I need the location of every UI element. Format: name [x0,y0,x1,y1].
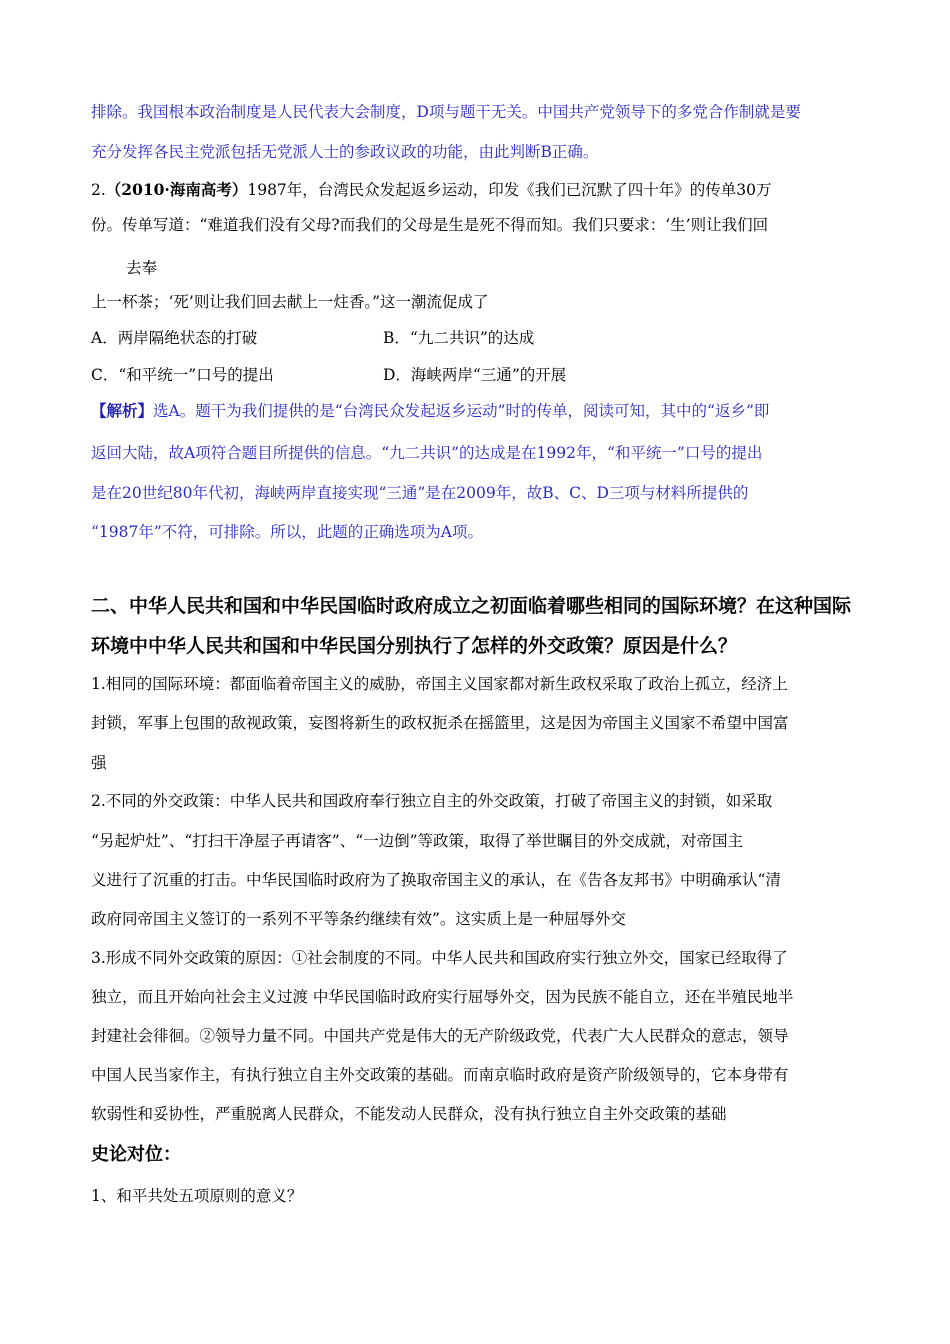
section2-p3-line4: 中国人民当家作主，有执行独立自主外交政策的基础。而南京临时政府是资产阶级领导的，它本身带有 [91,1066,789,1084]
section2-p2-line1: 2.不同的外交政策：中华人民共和国政府奉行独立自主的外交政策，打破了帝国主义的封锁，如采取 [91,792,773,810]
section2-p3-line2: 独立，而且开始向社会主义过渡 中华民国临时政府实行屈辱外交，因为民族不能自立，还在半殖民地半 [91,988,794,1006]
section2-p3-line3: 封建社会徘徊。②领导力量不同。中国共产党是伟大的无产阶级政党，代表广大人民群众的意志，领导 [91,1027,789,1045]
section2-p3-line1: 3.形成不同外交政策的原因：①社会制度的不同。中华人民共和国政府实行独立外交，国家已经取得了 [91,949,788,967]
analysis2-text-start: 选A。题干为我们提供的是“台湾民众发起返乡运动”时的传单，阅读可知，其中的“返乡”即 [153,402,770,420]
options-row-ab [91,328,860,348]
section2-p3-line5: 软弱性和妥协性，严重脱离人民群众，不能发动人民群众，没有执行独立自主外交政策的基础 [91,1105,727,1123]
question-number: 2. [91,181,106,199]
section2-p2-line4: 政府同帝国主义签订的一系列不平等条约继续有效”。这实质上是一种屈辱外交 [91,910,626,928]
section2-p1-line3: 强 [91,754,107,772]
analysis2-line1 [91,401,860,421]
question2-line2: 份。传单写道：“难道我们没有父母?而我们的父母是生是死不得而知。我们只要求：‘生’则让我们回 [91,216,769,234]
section2-title-line1: 二、中华人民共和国和中华民国临时政府成立之初面临着哪些相同的国际环境？在这种国际 [91,595,852,617]
question-source: （2010·海南高考） [105,180,248,199]
question2-line1 [91,180,860,200]
section2-p2-line3: 义进行了沉重的打击。中华民国临时政府为了换取帝国主义的承认，在《告各友邦书》中明确承认“清 [91,871,781,889]
analysis2-line4: “1987年”不符，可排除。所以，此题的正确选项为A项。 [91,523,483,541]
analysis2-line3: 是在20世纪80年代初，海峡两岸直接实现“三通”是在2009年，故B、C、D三项与材料所提供的 [91,484,749,502]
analysis-tag: 【解析】 [91,401,154,420]
option-b: B．“九二共识”的达成 [383,329,535,347]
section2-p2-line2: “另起炉灶”、“打扫干净屋子再请客”、“一边倒”等政策，取得了举世瞩目的外交成就，对帝国主 [91,832,744,850]
analysis1-line2: 充分发挥各民主党派包括无党派人士的参政议政的功能，由此判断B正确。 [91,143,599,161]
question-stem-start: 1987年，台湾民众发起返乡运动，印发《我们已沉默了四十年》的传单30万 [247,181,772,199]
shilun-heading: 史论对位： [91,1144,181,1165]
question2-line3: 去奉 [126,259,158,277]
option-c: C．“和平统一”口号的提出 [91,366,274,384]
analysis1-line1: 排除。我国根本政治制度是人民代表大会制度，D项与题干无关。中国共产党领导下的多党合作制就是要 [91,103,801,121]
question2-line4: 上一杯茶；‘死’则让我们回去献上一炷香。”这一潮流促成了 [91,293,489,311]
section2-p1-line2: 封锁，军事上包围的敌视政策，妄图将新生的政权扼杀在摇篮里，这是因为帝国主义国家不希望中国富 [91,714,789,732]
option-a: A．两岸隔绝状态的打破 [91,329,258,347]
options-row-cd [91,365,860,385]
section2-p1-line1: 1.相同的国际环境：都面临着帝国主义的威胁，帝国主义国家都对新生政权采取了政治上孤立，经济上 [91,675,788,693]
shilun-item1: 1、和平共处五项原则的意义？ [91,1187,303,1205]
option-d: D．海峡两岸“三通”的开展 [383,366,567,384]
analysis2-line2: 返回大陆，故A项符合题目所提供的信息。“九二共识”的达成是在1992年，“和平统一”口号的提出 [91,444,763,462]
section2-title-line2: 环境中中华人民共和国和中华民国分别执行了怎样的外交政策？原因是什么？ [91,635,738,657]
